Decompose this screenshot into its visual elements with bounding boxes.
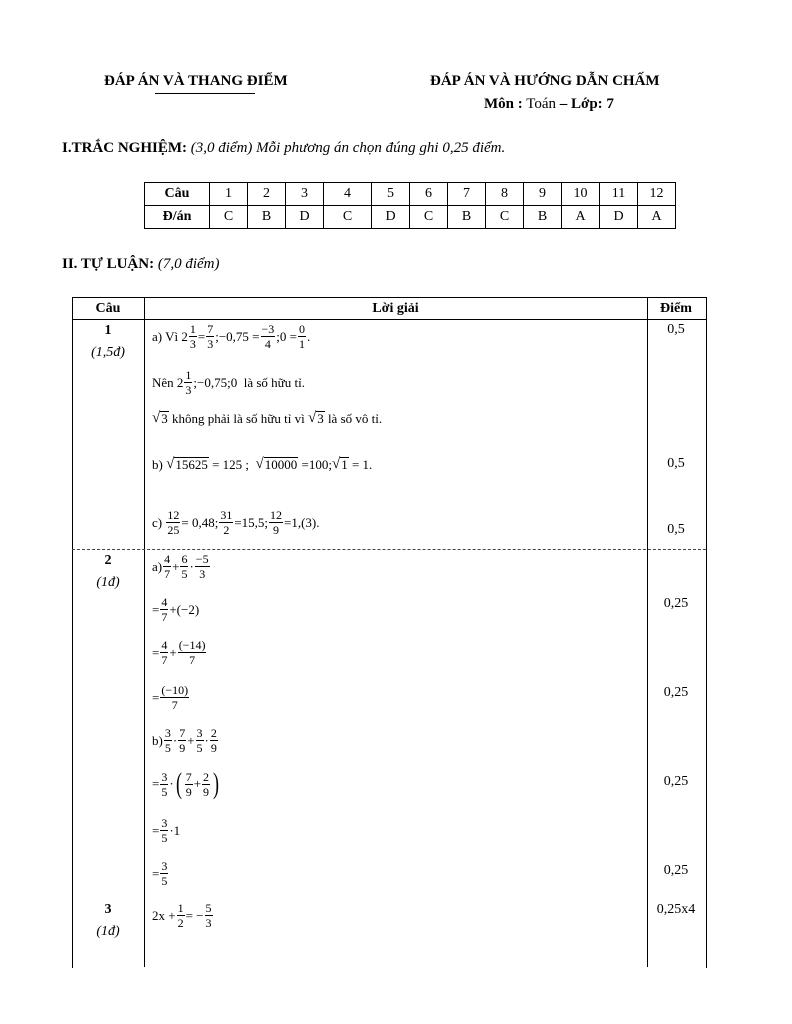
q2-b-step2: = 3 5 · ( 7 9 + 2 9 ) [152,767,220,800]
mcq-a: C [210,206,248,229]
mcq-a: C [324,206,372,229]
mcq-a: C [486,206,524,229]
mcq-q: 2 [248,183,286,206]
mcq-q: 12 [638,183,676,206]
q2-b-step4: = 3 5 [152,859,168,888]
q2-a-step4: = (−10) 7 [152,683,189,712]
q1-number: 1 [104,323,112,338]
q2-a-step3: = 4 7 + (−14) 7 [152,638,206,667]
section2-heading [62,256,220,273]
mcq-a: D [286,206,324,229]
mcq-q: 7 [448,183,486,206]
mcq-a: D [372,206,410,229]
mcq-q: 9 [524,183,562,206]
grade-label: – Lớp: [559,96,603,112]
mcq-a: C [410,206,448,229]
column-divider [144,297,145,967]
q1-c-prefix: c) [152,514,163,530]
q2-a-prefix: a) [152,558,163,574]
q2-score-1: 0,25 [663,596,689,611]
section1-title: I.TRẮC NGHIỆM: [62,140,188,156]
header-subject-line [484,96,614,113]
mcq-q: 5 [372,183,410,206]
q1-part-a-line1: a) Vì 2 1 3 = 7 3 ;−0,75 = −3 4 ;0 = 0 1 . [152,322,311,351]
q3-number: 3 [104,902,112,917]
subject-value: Toán [526,96,557,112]
q3-equation: 2x + 1 2 = − 5 3 [152,901,212,930]
q3-points: (1đ) [96,924,120,939]
mcq-answer-table [144,182,676,229]
mcq-row-header: Câu [145,183,210,206]
mcq-a: A [562,206,600,229]
header-right-title: ĐÁP ÁN VÀ HƯỚNG DẪN CHẤM [430,73,660,89]
q1-part-b: b) √ 15625 = 125 ; √ 10000 =100; √ 1 = 1. [152,456,373,472]
mcq-answer-row [145,206,676,229]
col-score-header: Điểm [660,301,692,316]
q2-a-step1: a) 4 7 + 6 5 · −5 3 [152,552,209,581]
q2-score-2: 0,25 [663,685,689,700]
mcq-a: D [600,206,638,229]
q1-part-a-line3: √ 3 không phải là số hữu tỉ vì √ 3 là số vô tỉ. [152,410,383,426]
q2-points: (1đ) [96,575,120,590]
mcq-q: 4 [324,183,372,206]
q1-part-a-line2: Nên 2 1 3 ;−0,75;0 là số hữu tỉ. [152,368,305,397]
q1-a-prefix: a) Vì [152,328,179,344]
mcq-a: B [248,206,286,229]
header-row-divider [72,319,706,320]
q1-a-line3-mid: không phải là số hữu tỉ vì [171,410,305,426]
q2-a-step2: = 4 7 +(−2) [152,595,200,624]
col-solution-header: Lời giải [372,301,419,316]
mcq-q: 11 [600,183,638,206]
mcq-q: 10 [562,183,600,206]
header-left-title: ĐÁP ÁN VÀ THANG ĐIỂM [104,73,288,89]
mcq-q: 6 [410,183,448,206]
q2-number: 2 [104,553,112,568]
mcq-q: 1 [210,183,248,206]
grade-value: 7 [606,96,614,112]
mcq-a: B [448,206,486,229]
section2-title: II. TỰ LUẬN: [62,256,155,272]
q1-a-line3-end: là số vô tỉ. [327,410,383,426]
mcq-q: 8 [486,183,524,206]
q1-points: (1,5đ) [91,345,125,360]
section1-note: (3,0 điểm) Mỗi phương án chọn đúng ghi 0,25 điểm. [190,140,506,156]
q1-a-line2-suffix: là số hữu tỉ. [243,374,305,390]
mcq-a: A [638,206,676,229]
q1-score-c: 0,5 [667,522,685,537]
mcq-question-row [145,183,676,206]
mcq-row-header: Đ/án [145,206,210,229]
q2-b-prefix: b) [152,732,163,748]
subject-label: Môn : [484,96,523,112]
q1-b-prefix: b) [152,456,163,472]
q1-score-a: 0,5 [667,322,685,337]
q1-part-c: c) 12 25 = 0,48; 31 2 =15,5; 12 9 =1,(3). [152,508,320,537]
q1-score-b: 0,5 [667,456,685,471]
col-question-header: Câu [95,301,121,316]
question-divider [72,549,706,550]
mcq-a: B [524,206,562,229]
q2-score-3: 0,25 [663,774,689,789]
mcq-q: 3 [286,183,324,206]
q2-b-step1: b) 3 5 · 7 9 + 3 5 · 2 9 [152,726,217,755]
q3-score: 0,25x4 [656,902,696,917]
q2-score-4: 0,25 [663,863,689,878]
header-underline [155,93,255,94]
q1-a-line2-prefix: Nên [152,374,174,390]
q2-b-step3: = 3 5 ·1 [152,816,181,845]
section2-note: (7,0 điểm) [157,256,220,272]
section1-heading [62,140,505,157]
